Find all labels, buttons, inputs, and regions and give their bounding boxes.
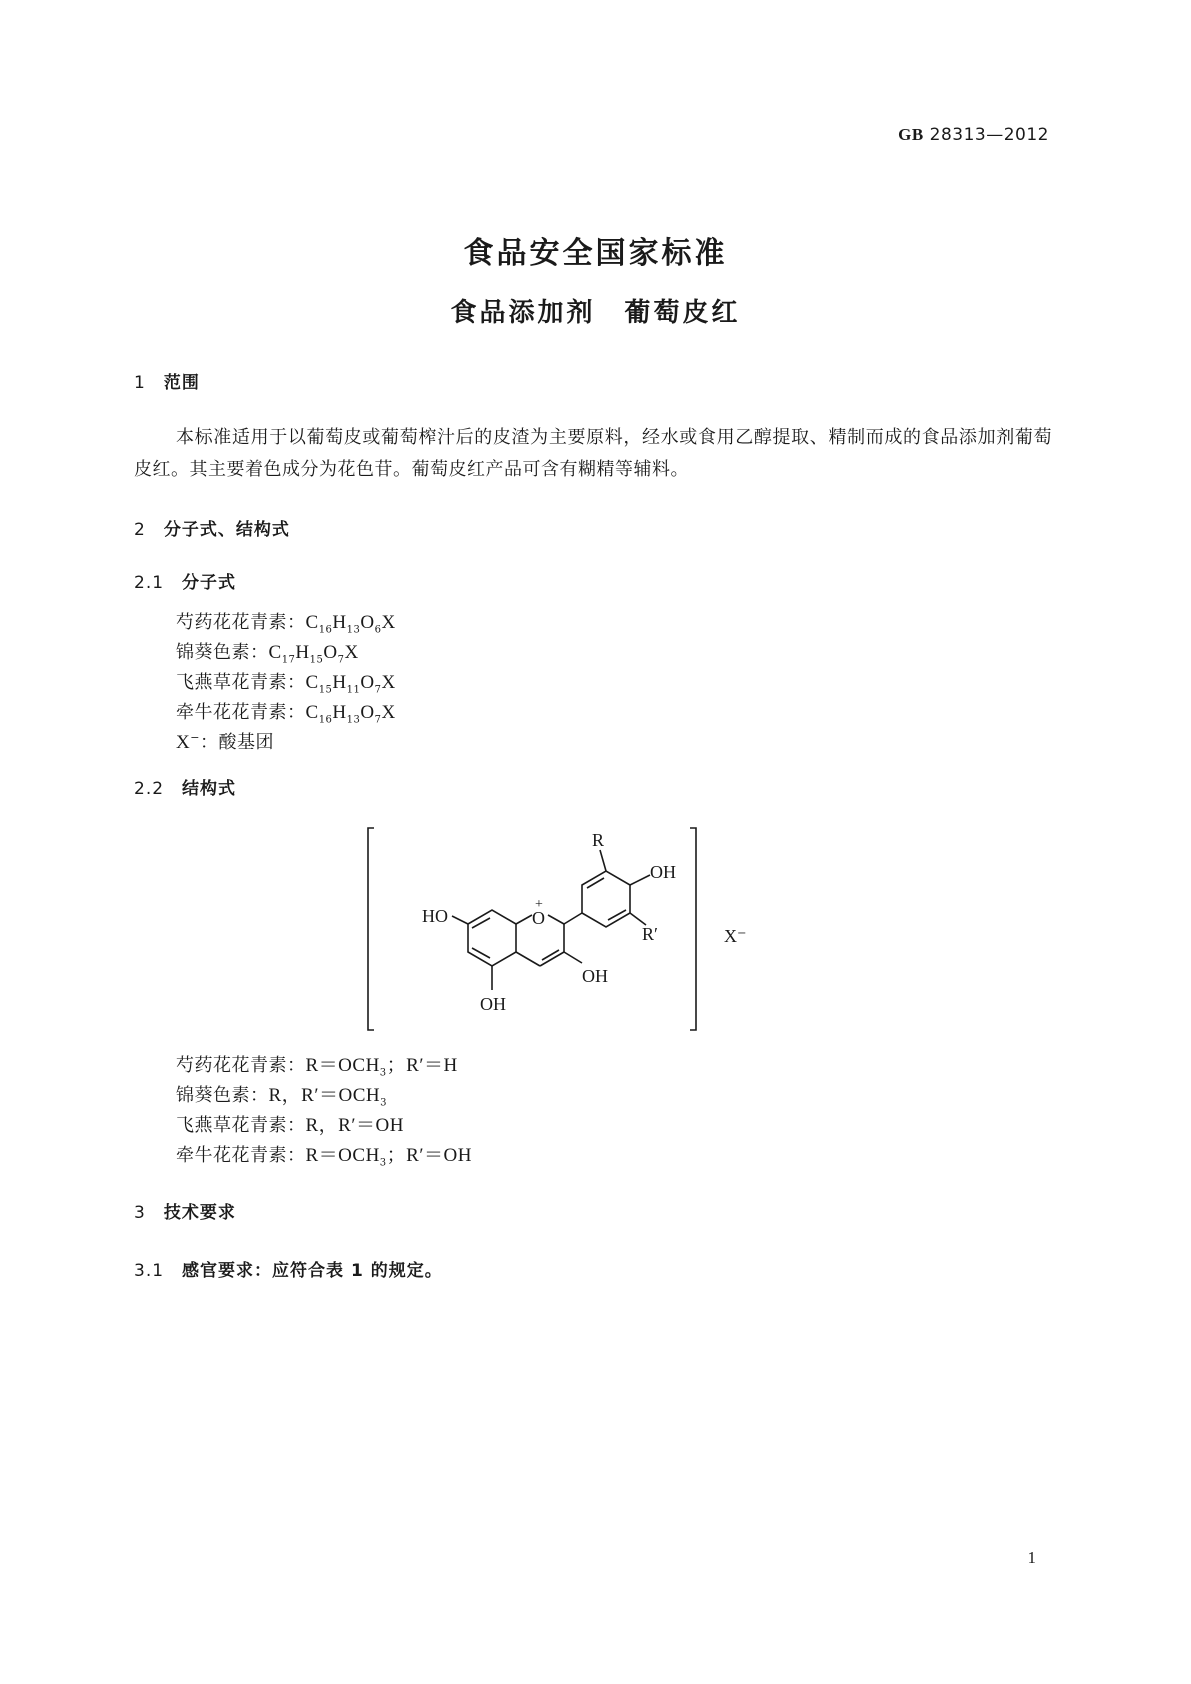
x-symbol: X [176, 732, 191, 753]
section-title: 结构式 [182, 779, 237, 799]
element-count: 11 [346, 684, 361, 696]
section-number: 2.2 [134, 779, 165, 799]
substituent-formula-tail: ；R′＝H [386, 1055, 458, 1076]
acid-group-symbol: X [381, 702, 396, 723]
substituent-formula-tail: ；R′＝OH [386, 1145, 472, 1166]
element-count: 6 [374, 624, 382, 636]
standard-number [898, 125, 1049, 145]
section-number: 2 [134, 520, 146, 540]
acid-group-symbol: X [344, 642, 359, 663]
element-count: 16 [318, 624, 333, 636]
document-title: 食品安全国家标准 [463, 236, 728, 271]
compound-name: 芍药花花青素： [176, 1055, 306, 1076]
element-symbol: O [360, 612, 375, 633]
document-subtitle: 食品添加剂 葡萄皮红 [450, 298, 741, 328]
substituent-line [176, 1080, 387, 1109]
label-plus: + [535, 897, 543, 912]
compound-name: 锦葵色素： [176, 1085, 269, 1106]
element-count: 13 [346, 624, 361, 636]
substituent-line [176, 1110, 404, 1139]
label-o-ring: O [532, 908, 545, 928]
element-symbol: O [360, 672, 375, 693]
compound-name: 牵牛花花青素： [176, 1145, 306, 1166]
right-bracket [690, 828, 696, 1030]
label-oh-para: OH [650, 862, 676, 882]
substituent-formula: R＝OCH [305, 1055, 380, 1076]
scope-paragraph: 本标准适用于以葡萄皮或葡萄榨汁后的皮渣为主要原料，经水或食用乙醇提取、精制而成的食品添加剂葡萄皮红。其主要着色成分为花色苷。葡萄皮红产品可含有糊精等辅料。 [134, 427, 1052, 480]
compound-name: 芍药花花青素： [176, 612, 306, 633]
substituent-subscript: 3 [380, 1097, 387, 1109]
standard-prefix: GB [898, 125, 924, 144]
left-bracket [368, 828, 374, 1030]
element-symbol: C [305, 672, 319, 693]
label-r: R [592, 830, 605, 850]
section-3-1-heading [134, 1256, 443, 1281]
label-counterion: X⁻ [724, 926, 747, 946]
element-symbol: H [332, 612, 347, 633]
substituent-subscript: 3 [379, 1157, 387, 1169]
element-symbol: O [323, 642, 338, 663]
element-count: 15 [318, 684, 333, 696]
element-count: 17 [281, 654, 296, 666]
compound-name: 飞燕草花青素： [176, 1115, 306, 1136]
element-symbol: H [332, 672, 347, 693]
structure-diagram [360, 820, 780, 1040]
section-1-heading [134, 368, 200, 393]
section-number: 3 [134, 1203, 146, 1223]
compound-name: 锦葵色素： [176, 642, 269, 663]
substituent-line [176, 1140, 472, 1169]
ring-b [582, 871, 630, 927]
element-symbol: C [305, 702, 319, 723]
page-number: 1 [1027, 1548, 1036, 1567]
substituent-formula: R，R′＝OH [305, 1115, 404, 1136]
compound-name: 牵牛花花青素： [176, 702, 306, 723]
substituent-line [176, 1050, 458, 1079]
section-2-1-heading [134, 568, 236, 593]
element-symbol: C [305, 612, 319, 633]
compound-name: 飞燕草花青素： [176, 672, 306, 693]
section-2-2-heading [134, 774, 236, 799]
label-oh-bottom: OH [480, 994, 506, 1014]
standard-code: 28313—2012 [929, 125, 1049, 145]
section-title: 技术要求 [163, 1203, 236, 1223]
section-number: 3.1 [134, 1261, 165, 1281]
section-title: 分子式、结构式 [163, 520, 290, 540]
element-symbol: C [268, 642, 282, 663]
element-count: 15 [309, 654, 324, 666]
element-symbol: H [332, 702, 347, 723]
substituent-formula: R，R′＝OCH [268, 1085, 381, 1106]
formula-line [176, 698, 396, 726]
x-definition [176, 728, 274, 754]
formula-line [176, 638, 359, 666]
ring-a [468, 910, 516, 966]
element-symbol: H [295, 642, 310, 663]
substituent-subscript: 3 [379, 1067, 387, 1079]
section-number: 1 [134, 373, 146, 393]
acid-group-symbol: X [381, 672, 396, 693]
formula-line [176, 608, 396, 636]
element-count: 13 [346, 714, 361, 726]
element-count: 7 [374, 684, 382, 696]
label-oh-3: OH [582, 966, 608, 986]
section-title: 感官要求：应符合表 1 的规定。 [182, 1261, 443, 1281]
substituent-formula: R＝OCH [305, 1145, 380, 1166]
section-title: 范围 [163, 373, 200, 393]
element-count: 16 [318, 714, 333, 726]
x-meaning: ：酸基团 [199, 732, 274, 753]
section-3-heading [134, 1198, 236, 1223]
section-2-heading [134, 515, 290, 540]
acid-group-symbol: X [381, 612, 396, 633]
formula-line [176, 668, 396, 696]
section-title: 分子式 [182, 573, 237, 593]
section-number: 2.1 [134, 573, 165, 593]
element-count: 7 [337, 654, 345, 666]
label-r-prime: R′ [642, 924, 658, 944]
label-ho-left: HO [422, 906, 448, 926]
element-count: 7 [374, 714, 382, 726]
element-symbol: O [360, 702, 375, 723]
x-charge: − [190, 731, 200, 744]
